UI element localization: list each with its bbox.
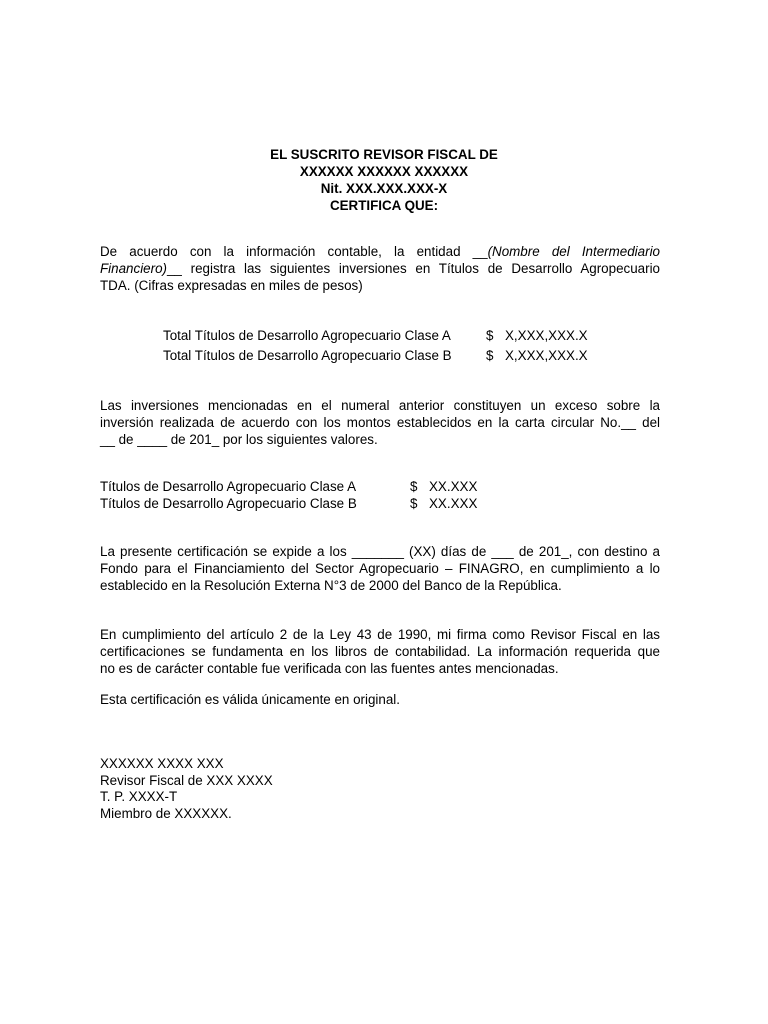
paragraph1-line3: TDA. (Cifras expresadas en miles de pesos) [100, 278, 363, 293]
paragraph5-line1: Esta certificación es válida únicamente en original. [100, 692, 400, 707]
titulos-row-label: Títulos de Desarrollo Agropecuario Clase A [100, 479, 357, 494]
paragraph-validity [100, 691, 660, 708]
paragraph1-line2-text: __ registra las siguientes inversiones en Títulos de Desarrollo Agropecuario [166, 261, 660, 276]
titulos-row-value: XX.XXX [429, 479, 478, 494]
header-line-2: XXXXXX XXXXXX XXXXXX [299, 164, 469, 179]
totals-list [163, 326, 588, 366]
paragraph3-line3: establecido en la Resolución Externa N°3 de 2000 del Banco de la República. [100, 578, 562, 593]
titulos-row-b [100, 495, 477, 512]
header-line-3: Nit. XXX.XXX.XXX-X [320, 181, 448, 196]
signature-role: Revisor Fiscal de XXX XXXX [100, 772, 273, 788]
signature-tp: T. P. XXXX-T [100, 789, 178, 804]
header-line-4: CERTIFICA QUE: [329, 198, 439, 213]
totals-row-a [163, 326, 588, 346]
paragraph3-line1: La presente certificación se expide a los _______ (XX) días de ___ de 201_, con destino a [100, 544, 660, 559]
signature-name: XXXXXX XXXX XXX [100, 756, 224, 771]
paragraph1-line1-text: De acuerdo con la información contable, la entidad __ [100, 244, 488, 259]
totals-row-value: X,XXX,XXX.X [505, 348, 588, 363]
titulos-row-currency: $ [410, 496, 418, 511]
document-header [0, 146, 768, 214]
paragraph1-line1-italic: (Nombre del Intermediario [487, 244, 660, 259]
totals-row-label: Total Títulos de Desarrollo Agropecuario Clase B [163, 348, 452, 363]
titulos-row-a [100, 478, 477, 495]
totals-row-currency: $ [486, 348, 494, 363]
paragraph1-line1 [100, 243, 660, 260]
paragraph1-line2 [100, 260, 660, 277]
paragraph4-line1: En cumplimiento del artículo 2 de la Ley 43 de 1990, mi firma como Revisor Fiscal en las [100, 627, 660, 642]
titulos-list [100, 478, 477, 512]
signature-block [100, 756, 273, 822]
paragraph-entity-investments [100, 243, 660, 294]
paragraph-excess [100, 397, 660, 448]
paragraph-legal-basis [100, 626, 660, 677]
header-line-1: EL SUSCRITO REVISOR FISCAL DE [270, 147, 498, 162]
signature-member: Miembro de XXXXXX. [100, 805, 232, 821]
totals-row-value: X,XXX,XXX.X [505, 328, 588, 343]
titulos-row-currency: $ [410, 479, 418, 494]
paragraph4-line3: no es de carácter contable fue verificada con las fuentes antes mencionadas. [100, 661, 559, 676]
paragraph4-line2: certificaciones se fundamenta en los libros de contabilidad. La información requerida que [100, 644, 660, 659]
paragraph3-line2: Fondo para el Financiamiento del Sector Agropecuario – FINAGRO, en cumplimiento a lo [100, 561, 660, 576]
titulos-row-value: XX.XXX [429, 496, 478, 511]
totals-row-label: Total Títulos de Desarrollo Agropecuario Clase A [163, 328, 451, 343]
paragraph-issuance [100, 543, 660, 594]
totals-row-currency: $ [486, 328, 494, 343]
paragraph1-line2-italic: Financiero) [100, 261, 167, 276]
paragraph2-line3: __ de ____ de 201_ por los siguientes valores. [100, 432, 378, 447]
totals-row-b [163, 346, 588, 366]
titulos-row-label: Títulos de Desarrollo Agropecuario Clase B [100, 496, 357, 511]
paragraph2-line2: inversión realizada de acuerdo con los montos establecidos en la carta circular No.__ del [100, 415, 660, 430]
paragraph2-line1: Las inversiones mencionadas en el numeral anterior constituyen un exceso sobre la [100, 398, 660, 413]
